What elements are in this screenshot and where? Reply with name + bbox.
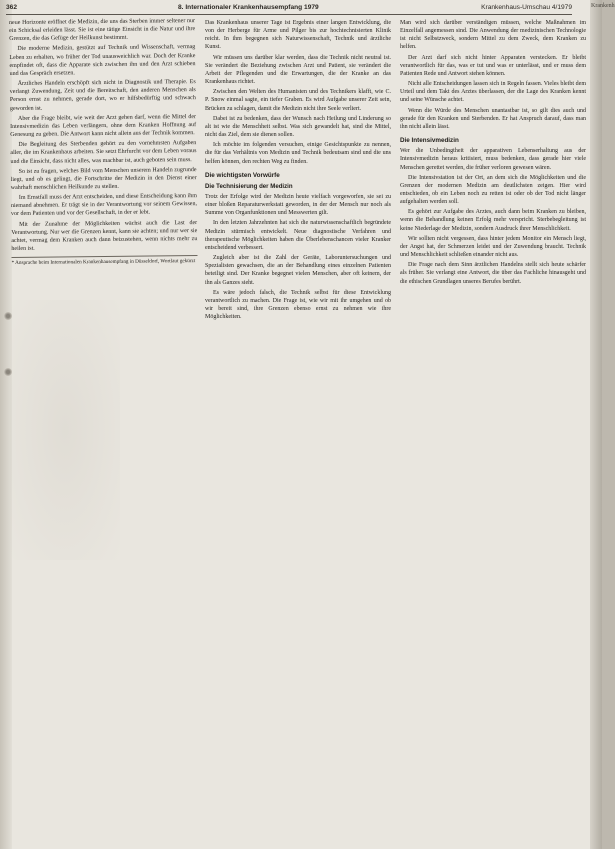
paragraph: So ist zu fragen, welches Bild vom Menschen unserem Handeln zugrunde liegt, und ob es gelingt, die Fortschritte der Medizin in den Dienst einer wahrhaft menschlichen Heilkunde zu stellen. bbox=[10, 166, 197, 191]
section-heading: Die wichtigsten Vorwürfe bbox=[205, 171, 280, 179]
edition-label: Krankenhaus-Umschau 4/1979 bbox=[481, 4, 572, 11]
section-heading: Die Intensivmedizin bbox=[400, 137, 459, 145]
paragraph: Es gehört zur Aufgabe des Arztes, auch dann beim Kranken zu bleiben, wenn die Behandlung keinen Erfolg mehr verspricht. Sterbebegleitung ist keine Niederlage der Medizin, sondern Ausdruck ihrer Menschlichkeit. bbox=[400, 209, 586, 232]
paragraph: Im Ernstfall muss der Arzt entscheiden, und diese Entscheidung kann ihm niemand abnehmen. Er trägt sie in der Verantwortung vor seinem Gewissen, vor dem Patienten und vor der Gesellschaft, in der er lebt. bbox=[10, 193, 197, 218]
paragraph: Die Intensivstation ist der Ort, an dem sich die Möglichkeiten und die Grenzen der modernen Medizin am deutlichsten zeigen. Hier wird entschieden, ob ein Leben noch zu retten ist oder ob der Tod nicht länger aufgehalten werden soll. bbox=[400, 174, 586, 206]
edge-label: Krankenh bbox=[591, 3, 615, 9]
paragraph: Ärztliches Handeln erschöpft sich nicht in Diagnostik und Therapie. Es verlangt Zuwendung, Zeit und die Bereitschaft, den anderen Menschen als Person ernst zu nehmen, gerade dort, wo er hilfsbedürftig und schwach geworden ist. bbox=[9, 79, 196, 112]
running-title: 8. Internationaler Krankenhausempfang 1979 bbox=[178, 4, 319, 11]
paragraph: neue Horizonte eröffnet die Medizin, die uns das Sterben immer seltener nur ein Schicksal erleiden lässt. Sie ist eine tätige Einsicht in die Natur und ihre Grenzen, die das Gefüge der Heilkunst bestimmt. bbox=[9, 18, 196, 43]
paragraph: Der Arzt darf sich nicht hinter Apparaten verstecken. Er bleibt verantwortlich für das, was er tut und was er unterlässt, und er muss dem Patienten Rede und Antwort stehen können. bbox=[400, 54, 586, 77]
footnote: * Ansprache beim Internationalen Krankenhausempfang in Düsseldorf, Wortlaut gekürzt bbox=[11, 255, 197, 267]
paragraph: Es wäre jedoch falsch, die Technik selbst für diese Entwicklung verantwortlich zu machen. Die Frage ist, wie wir mit ihr umgehen und ob wir bereit sind, ihre Grenzen ebenso ernst zu nehmen wie ihre Möglichkeiten. bbox=[205, 289, 391, 321]
paragraph: Wir sollten nicht vergessen, dass hinter jedem Monitor ein Mensch liegt, der Angst hat, der Schmerzen leidet und der Zuwendung braucht. Technik und Menschlichkeit schließen einander nicht aus. bbox=[400, 235, 586, 259]
punch-hole-icon bbox=[4, 368, 12, 376]
column-middle bbox=[205, 19, 391, 845]
paragraph: Aber die Frage bleibt, wie weit der Arzt gehen darf, wenn die Mittel der Intensivmedizin das Leben verlängern, ohne dem Kranken Hoffnung auf Genesung zu geben. Die Antwort kann nicht allein aus der Technik kommen. bbox=[10, 113, 197, 139]
paragraph: Wer die Unbedingtheit der apparativen Lebenserhaltung aus der Intensivmedizin heraus kritisiert, muss bedenken, dass gerade hier viele Menschen gerettet werden, die früher verloren gewesen wären. bbox=[400, 148, 586, 171]
paragraph: Die moderne Medizin, gestützt auf Technik und Wissenschaft, vermag Leben zu erhalten, wo früher der Tod unausweichlich war. Doch der Kranke empfindet oft, dass die Apparate sich zwischen ihn und den Arzt schieben und das Gespräch ersetzen. bbox=[9, 44, 196, 77]
paragraph: Mit der Zunahme der Möglichkeiten wächst auch die Last der Verantwortung. Nur wer die Grenzen kennt, kann sie achten; und nur wer sie achtet, vermag dem Kranken auch dann beizustehen, wenn nichts mehr zu heilen ist. bbox=[11, 219, 198, 253]
paragraph: Die Begleitung des Sterbenden gehört zu den vornehmsten Aufgaben aller, die im Krankenhaus arbeiten. Sie setzt Ehrfurcht vor dem Leben voraus und die Einsicht, dass nicht alles, was machbar ist, auch geboten sein muss. bbox=[10, 140, 197, 165]
paragraph: Wenn die Würde des Menschen unantastbar ist, so gilt dies auch und gerade für den Kranken und Sterbenden. Er hat Anspruch darauf, dass man ihn nicht allein lässt. bbox=[400, 107, 586, 130]
paragraph: Ich möchte im folgenden versuchen, einige Gesichtspunkte zu nennen, die für das Verhältnis von Medizin und Technik bedeutsam sind und die uns helfen können, den rechten Weg zu finden. bbox=[205, 142, 391, 165]
paragraph: Die Frage nach dem Sinn ärztlichen Handelns stellt sich heute schärfer als früher. Sie verlangt eine Antwort, die über das Fachliche hinausgeht und die ethischen Grundlagen unseres Berufes berührt. bbox=[400, 262, 586, 285]
paragraph: Man wird sich darüber verständigen müssen, welche Maßnahmen im Einzelfall angemessen sind. Die Anwendung der medizinischen Technologie ist nicht Selbstzweck, sondern Mittel zu dem Zweck, dem Kranken zu helfen. bbox=[400, 20, 586, 51]
paragraph: In den letzten Jahrzehnten hat sich die naturwissenschaftlich begründete Medizin stürmisch entwickelt. Neue diagnostische Verfahren und therapeutische Möglichkeiten haben die Überlebenschancen vieler Kranker entscheidend verbessert. bbox=[205, 220, 391, 251]
page-number: 362 bbox=[6, 4, 18, 11]
column-left bbox=[9, 17, 204, 845]
paragraph: Zwischen den Welten des Humanisten und des Technikers klafft, wie C. P. Snow einmal sagte, ein tiefer Graben. Es wird Aufgabe unserer Zeit sein, Brücken zu schlagen, damit die Medizin nicht ihre Seele verliert. bbox=[205, 89, 391, 112]
paragraph: Trotz der Erfolge wird der Medizin heute vielfach vorgeworfen, sie sei zu einer bloßen Reparaturwerkstatt geworden, in der der Mensch nur noch als Summe von Organfunktionen und Messwerten gilt. bbox=[205, 193, 391, 217]
column-right bbox=[400, 19, 586, 845]
punch-hole-icon bbox=[4, 312, 12, 320]
page-header bbox=[6, 4, 572, 14]
paragraph: Wir müssen uns darüber klar werden, dass die Technik nicht neutral ist. Sie verändert die Beziehung zwischen Arzt und Patient, sie verändert die Arbeit der Pflegenden und die Erwartungen, die der Kranke an das Krankenhaus richtet. bbox=[205, 54, 391, 86]
paragraph: Nicht alle Entscheidungen lassen sich in Regeln fassen. Vieles bleibt dem Urteil und dem Takt des Arztes überlassen, der die Lage des Kranken kennt und seine Wünsche achtet. bbox=[400, 81, 586, 104]
header-rule bbox=[6, 14, 572, 15]
next-page-edge bbox=[590, 0, 615, 849]
subsection-heading: Die Technisierung der Medizin bbox=[205, 182, 293, 190]
paragraph: Dabei ist zu bedenken, dass der Wunsch nach Heilung und Linderung so alt ist wie die Menschheit selbst. Was sich gewandelt hat, sind die Mittel, nicht das Ziel, dem sie dienen sollen. bbox=[205, 115, 391, 139]
paragraph: Das Krankenhaus unserer Tage ist Ergebnis einer langen Entwicklung, die von der Herberge für Arme und Pilger bis zur hochtechnisierten Klinik reicht. In ihm begegnen sich Naturwissenschaft, Technik und ärztliche Kunst. bbox=[205, 20, 391, 51]
paragraph: Zugleich aber ist die Zahl der Geräte, Laboruntersuchungen und Spezialisten gewachsen, die an der Behandlung eines einzelnen Patienten beteiligt sind. Der Kranke begegnet vielen Menschen, aber oft keinem, der ihn als Ganzes sieht. bbox=[205, 255, 391, 286]
